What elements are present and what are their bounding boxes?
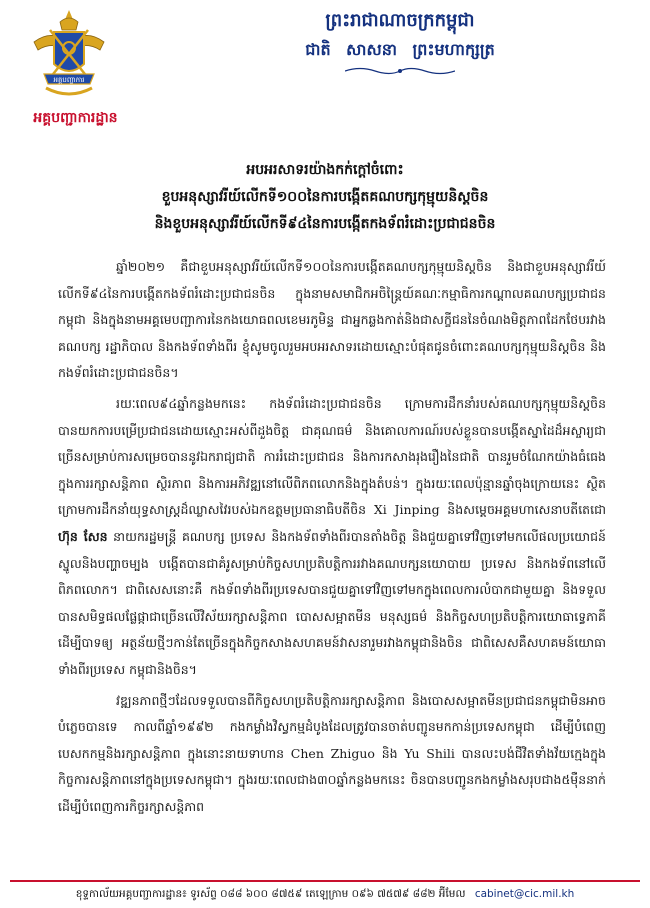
footer-divider	[10, 880, 640, 882]
national-motto	[200, 38, 600, 62]
paragraph-3	[58, 688, 606, 821]
paragraph-1	[58, 254, 606, 387]
footer-email: cabinet@cic.mil.kh	[474, 888, 575, 900]
ornament-divider-icon	[345, 66, 455, 76]
footer-address: ខុទ្ទកាល័យអគ្គបញ្ជាការដ្ឋាន៖ ទូរស័ព្ទ ០៨៨ ៦០០ ៨៧៥៩ តេឡេក្រាម ០៩៦ ៧៥៧៩ ៨៨២ អ៊ីមែល	[75, 888, 466, 900]
title-line-3: និងខួបអនុស្សាវរីយ៍លើកទី៩៤នៃការបង្កើតកងទ័ពរំដោះប្រជាជនចិន	[154, 216, 496, 232]
kingdom-title: ព្រះរាជាណាចក្រកម្ពុជា	[325, 10, 475, 31]
title-line-1: អបអរសាទរយ៉ាងកក់ក្តៅចំពោះ	[246, 162, 404, 178]
paragraph-2-text-before: រយៈពេល៩៤ឆ្នាំកន្លងមកនេះ កងទ័ពរំដោះប្រជាជនចិន ក្រោមការដឹកនាំរបស់គណបក្សកុម្មុយនិស្តចិន បានយកការបម្រើប្រជាជនដោយស្មោះអស់ពីដួងចិត្ត ជាគុណធម៌ និងគោលការណ៍របស់ខ្លួនបានបង្កើតស្នាដៃដ៏អស្ចារ្យជាច្រើនសម្រាប់ការសម្រេចបាននូវឯករាជ្យជាតិ ការរំដោះប្រជាជន និងការកសាងរុងរឿងនៃជាតិ បានរួមចំណែកយ៉ាងធំធេងក្នុងការរក្សាសន្តិភាព ស្ថិរភាព និងការអភិវឌ្ឍនៅលើពិភពលោកនិងក្នុងតំបន់។ ក្នុងរយៈពេលប៉ុន្មានឆ្នាំចុងក្រោយនេះ ស្ថិតក្រោមការដឹកនាំយុទ្ធសាស្រ្តដ៏ឈ្លាសវៃរបស់ឯកឧត្តមប្រធានាធិបតីចិន Xi Jinping និងសម្តេចអគ្គមហាសេនាបតីតេជោ	[58, 395, 606, 518]
motto-nation: ជាតិ	[305, 40, 331, 59]
paragraph-3-text: វឌ្ឍនភាពថ្មីៗដែលទទួលបានពីកិច្ចសហប្រតិបត្តិការរក្សាសន្តិភាព និងបោសសម្អាតមីនប្រជាជនកម្ពុជាមិនអាចបំភ្លេចបានទេ កាលពីឆ្នាំ១៩៩២ កងកម្លាំងវិស្វកម្មដំបូងដែលត្រូវបានចាត់បញ្ជូនមកកាន់ប្រទេសកម្ពុជា ដើម្បីបំពេញបេសកកម្មនិងរក្សាសន្តិភាព ក្នុងនោះនាយទាហាន Chen Zhiguo និង Yu Shili បានលះបង់ជីវិតទាំងវ័យក្មេងក្នុងកិច្ចការសន្តិភាពនៅក្នុងប្រទេសកម្ពុជា។ ក្នុងរយៈពេលជាង៣០ឆ្នាំកន្លងមកនេះ ចិនបានបញ្ជូនកងកម្លាំងសរុបជាង៥ម៉ឺននាក់ដើម្បីបំពេញការកិច្ចរក្សាសន្តិភាព	[58, 692, 606, 814]
highlighted-name: ហ៊ុន សែន	[58, 528, 108, 544]
svg-text:អគ្គបញ្ជាការ: អគ្គបញ្ជាការ	[53, 76, 85, 84]
motto-religion: សាសនា	[346, 40, 397, 59]
paragraph-1-text: ឆ្នាំ២០២១ គឺជាខួបអនុស្សាវរីយ៍លើកទី១០០នៃការបង្កើតគណបក្សកុម្មុយនិស្តចិន និងជាខួបអនុស្សាវរីយ៍លើកទី៩៤នៃការបង្កើតកងទ័ពរំដោះប្រជាជនចិន ក្នុងនាមសមាជិកអចិន្រ្តៃយ៍គណៈកម្មាធិការកណ្តាលគណបក្សប្រជាជនកម្ពុជា និងក្នុងនាមអគ្គមេបញ្ជាការនៃកងយោធពលខេមរភូមិន្ទ ជាអ្នកឆ្លងកាត់និងជាសក្ខីជននៃចំណងមិត្តភាពដែកថែបរវាងគណបក្ស រដ្ឋាភិបាល និងកងទ័ពទាំងពីរ ខ្ញុំសូមចូលរួមអបអរសាទរដោយស្មោះបំផុតជូនចំពោះគណបក្សកុម្មុយនិស្តចិន និងកងទ័ពរំដោះប្រជាជនចិន។	[58, 259, 606, 381]
paragraph-2-text-after: នាយករដ្ឋមន្រ្តី គណបក្ស ប្រទេស និងកងទ័ពទាំងពីរបានតាំងចិត្ត និងជួយគ្នាទៅវិញទៅមកលើផលប្រយោជន៍ស្នូលនិងបញ្ហាចម្បង បង្កើតបានជាគំរូសម្រាប់កិច្ចសហប្រតិបត្តិការរវាងគណបក្សនយោបាយ ប្រទេស និងកងទ័ពនៅលើពិភពលោក។ ជាពិសេសនោះគឺ កងទ័ពទាំងពីរប្រទេសបានជួយគ្នាទៅវិញទៅមកក្នុងពេលការលំបាកជាមួយគ្នា និងទទួលបានសមិទ្ធផលផ្លែផ្កាជាច្រើនលើវិស័យរក្សាសន្តិភាព បោសសម្អាតមីន មនុស្សធម៌ និងកិច្ចសហប្រតិបត្តិការយោធាទ្វេភាគី ដើម្បីបាទឲ្យ អត្ថន័យថ្មីៗកាន់តែច្រើនក្នុងកិច្ចកសាងសហគមន៍វាសនារួមរវាងកម្ពុជានិងចិន ជាពិសេសគឺសហគមន៍យោធាទាំងពីរប្រទេស កម្ពុជានិងចិន។	[58, 528, 606, 677]
paragraph-2	[58, 391, 606, 684]
letter-title-block	[40, 157, 610, 238]
organization-name: អគ្គបញ្ជាការដ្ឋាន	[33, 110, 118, 126]
military-emblem-icon	[30, 8, 108, 100]
title-line-2: ខួបអនុស្សាវរីយ៍លើកទី១០០នៃការបង្កើតគណបក្សកុម្មុយនិស្តចិន	[161, 189, 489, 205]
letter-body	[58, 254, 606, 824]
footer-contact	[20, 885, 630, 903]
letterhead	[0, 0, 650, 150]
motto-king: ព្រះមហាក្សត្រ	[412, 40, 495, 59]
